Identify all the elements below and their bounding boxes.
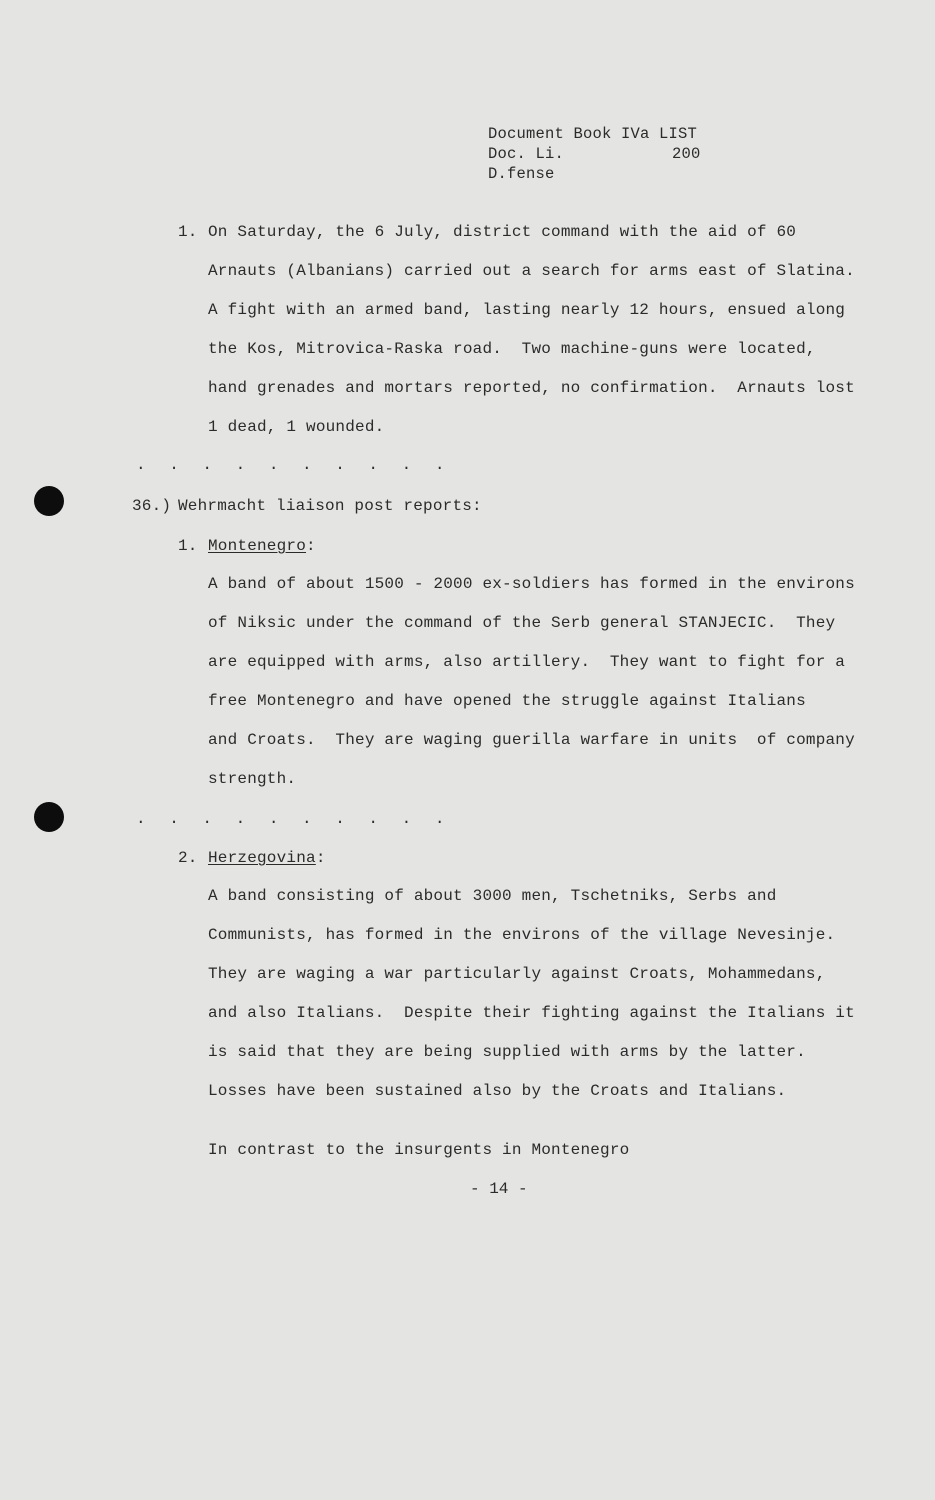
- montenegro-line-6: strength.: [208, 770, 297, 788]
- closing-line: In contrast to the insurgents in Montenegro: [208, 1141, 630, 1159]
- section-36-title: Wehrmacht liaison post reports:: [178, 497, 482, 515]
- section-1-line-6: 1 dead, 1 wounded.: [208, 418, 385, 436]
- herzegovina-line-1: A band consisting of about 3000 men, Tschetniks, Serbs and: [208, 887, 777, 905]
- herzegovina-line-5: is said that they are being supplied with arms by the latter.: [208, 1043, 806, 1061]
- section-36-number: 36.): [132, 497, 172, 515]
- montenegro-line-3: are equipped with arms, also artillery. They want to fight for a: [208, 653, 846, 671]
- header-doc-number-value: 200: [672, 145, 701, 163]
- herzegovina-title: Herzegovina: [208, 849, 316, 867]
- montenegro-line-4: free Montenegro and have opened the struggle against Italians: [208, 692, 806, 710]
- herzegovina-heading: [208, 848, 326, 868]
- herzegovina-line-2: Communists, has formed in the environs of the village Nevesinje.: [208, 926, 836, 944]
- herzegovina-line-3: They are waging a war particularly against Croats, Mohammedans,: [208, 965, 826, 983]
- montenegro-colon: :: [306, 537, 316, 555]
- herzegovina-line-4: and also Italians. Despite their fighting against the Italians it: [208, 1004, 855, 1022]
- montenegro-number: 1.: [178, 537, 198, 555]
- header-defense: D.fense: [488, 165, 555, 183]
- separator-dots-2: . . . . . . . . . .: [136, 810, 452, 828]
- herzegovina-colon: :: [315, 849, 326, 867]
- herzegovina-number: 2.: [178, 849, 198, 867]
- montenegro-heading: [208, 536, 316, 556]
- herzegovina-line-6: Losses have been sustained also by the Croats and Italians.: [208, 1082, 787, 1100]
- punch-hole-top: [34, 486, 64, 516]
- section-1-line-5: hand grenades and mortars reported, no confirmation. Arnauts lost: [208, 379, 855, 397]
- separator-dots-1: . . . . . . . . . .: [136, 456, 452, 474]
- section-1-number: 1.: [178, 223, 198, 241]
- section-1-line-2: Arnauts (Albanians) carried out a search for arms east of Slatina.: [208, 262, 855, 280]
- montenegro-title: Montenegro: [208, 537, 307, 555]
- page-number: - 14 -: [470, 1180, 528, 1198]
- montenegro-line-5: and Croats. They are waging guerilla warfare in units of company: [208, 731, 855, 749]
- header-document-book: Document Book IVa LIST: [488, 125, 698, 143]
- header-doc-number-label: Doc. Li.: [488, 145, 565, 163]
- section-1-line-3: A fight with an armed band, lasting nearly 12 hours, ensued along: [208, 301, 846, 319]
- montenegro-line-1: A band of about 1500 - 2000 ex-soldiers has formed in the environs: [208, 575, 855, 593]
- section-1-line-4: the Kos, Mitrovica-Raska road. Two machine-guns were located,: [208, 340, 816, 358]
- montenegro-line-2: of Niksic under the command of the Serb general STANJECIC. They: [208, 614, 836, 632]
- section-1-line-1: On Saturday, the 6 July, district command with the aid of 60: [208, 223, 797, 241]
- punch-hole-bottom: [34, 802, 64, 832]
